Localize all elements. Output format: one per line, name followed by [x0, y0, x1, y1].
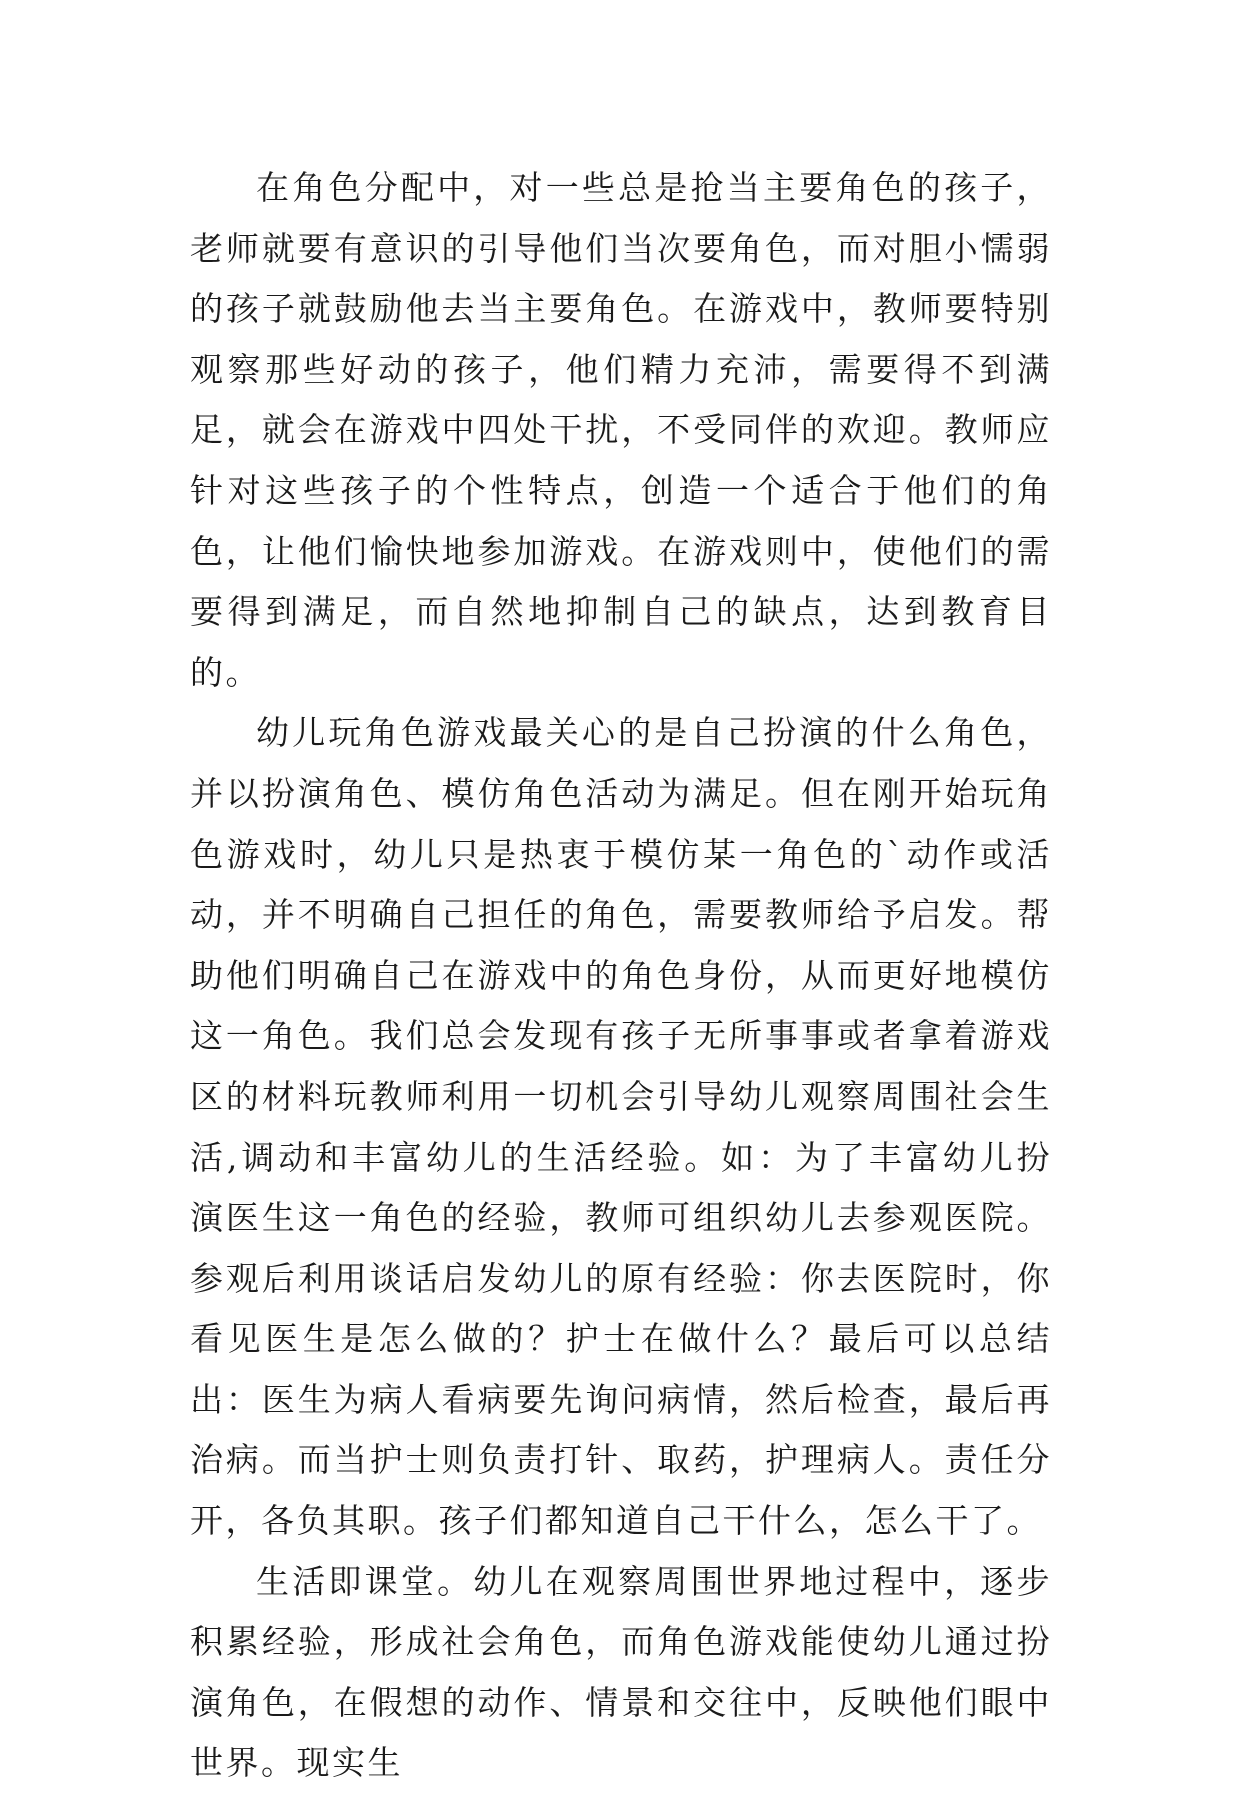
document-body: [190, 158, 1052, 1794]
paragraph-2: 幼儿玩角色游戏最关心的是自己扮演的什么角色，并以扮演角色、模仿角色活动为满足。但在刚开始玩角色游戏时，幼儿只是热衷于模仿某一角色的`动作或活动，并不明确自己担任的角色，需要教师给予启发。帮助他们明确自己在游戏中的角色身份，从而更好地模仿这一角色。我们总会发现有孩子无所事事或者拿着游戏区的材料玩教师利用一切机会引导幼儿观察周围社会生活,调动和丰富幼儿的生活经验。如：为了丰富幼儿扮演医生这一角色的经验，教师可组织幼儿去参观医院。参观后利用谈话启发幼儿的原有经验：你去医院时，你看见医生是怎么做的？护士在做什么？最后可以总结出：医生为病人看病要先询问病情，然后检查，最后再治病。而当护士则负责打针、取药，护理病人。责任分开，各负其职。孩子们都知道自己干什么，怎么干了。: [190, 713, 1052, 1541]
paragraph-3: 生活即课堂。幼儿在观察周围世界地过程中，逐步积累经验，形成社会角色，而角色游戏能使幼儿通过扮演角色，在假想的动作、情景和交往中，反映他们眼中世界。现实生: [190, 1561, 1052, 1783]
paragraph-1: 在角色分配中，对一些总是抢当主要角色的孩子，老师就要有意识的引导他们当次要角色，而对胆小懦弱的孩子就鼓励他去当主要角色。在游戏中，教师要特别观察那些好动的孩子，他们精力充沛，需要得不到满足，就会在游戏中四处干扰，不受同伴的欢迎。教师应针对这些孩子的个性特点，创造一个适合于他们的角色，让他们愉快地参加游戏。在游戏则中，使他们的需要得到满足，而自然地抑制自己的缺点，达到教育目的。: [190, 168, 1052, 692]
